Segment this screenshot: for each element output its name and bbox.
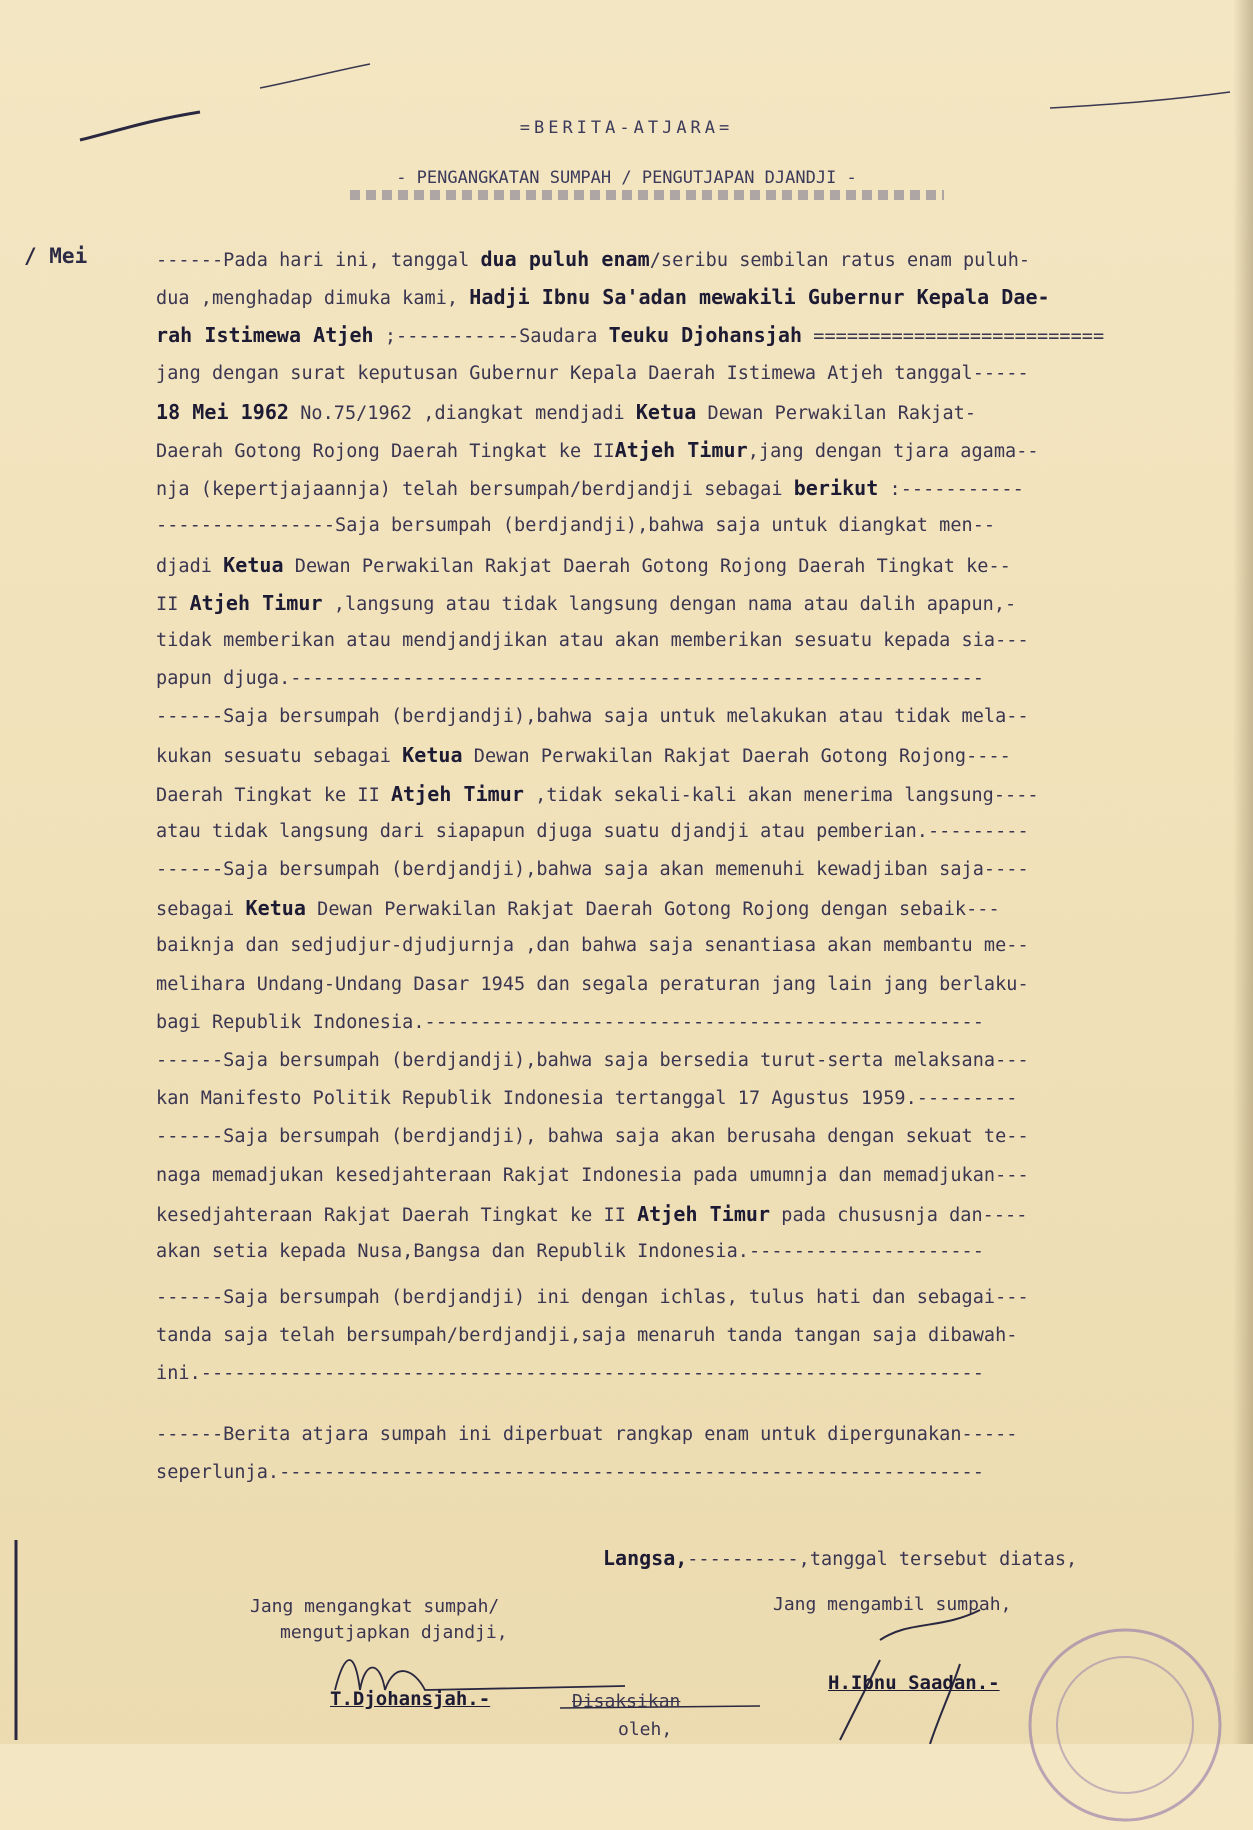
text-line <box>156 775 1212 813</box>
typed-text: naga memadjukan kesedjahteraan Rakjat Indonesia pada umumnja dan memadjukan--- <box>156 1164 1029 1186</box>
ink-stroke-top-right <box>1050 92 1230 108</box>
text-line <box>156 966 1212 1004</box>
text-line <box>156 1080 1212 1118</box>
typed-text: ------Saja bersumpah (berdjandji) ini dengan ichlas, tulus hati dan sebagai--- <box>156 1287 1029 1309</box>
text-line <box>156 889 1212 927</box>
typed-text: ,jang dengan tjara agama-- <box>747 440 1039 462</box>
text-line <box>156 1454 1212 1492</box>
typed-text: :----------- <box>878 479 1024 501</box>
text-line <box>156 698 1212 736</box>
typed-text: jang dengan surat keputusan Gubernur Kepala Daerah Istimewa Atjeh tanggal----- <box>156 362 1029 384</box>
text-line <box>156 507 1212 545</box>
typed-text: No.75/1962 ,diangkat mendjadi <box>289 402 636 424</box>
typed-text: dua ,menghadap dimuka kami, <box>156 288 470 310</box>
paragraph-gap <box>156 1394 1212 1416</box>
filled-in-text: Atjeh Timur <box>189 590 323 615</box>
sworn-label-line-2: mengutjapkan djandji, <box>280 1622 508 1643</box>
typed-text: tidak memberikan atau mendjandjikan atau akan memberikan sesuatu kepada sia--- <box>156 629 1029 651</box>
text-line <box>156 546 1212 584</box>
text-line <box>156 622 1212 660</box>
sworn-label-line-1: Jang mengangkat sumpah/ <box>250 1596 500 1617</box>
text-line <box>156 927 1212 965</box>
typed-text: ------Saja bersumpah (berdjandji),bahwa saja untuk melakukan atau tidak mela-- <box>156 706 1029 728</box>
typed-text: baiknja dan sedjudjur-djudjurnja ,dan bahwa saja senantiasa akan membantu me-- <box>156 935 1029 957</box>
text-line <box>156 1157 1212 1195</box>
typed-text: /seribu sembilan ratus enam puluh- <box>649 250 1031 271</box>
typed-text: Daerah Gotong Rojong Daerah Tingkat ke II <box>156 440 615 462</box>
text-line <box>156 1118 1212 1156</box>
typed-text: akan setia kepada Nusa,Bangsa dan Republik Indonesia.--------------------- <box>156 1240 984 1262</box>
filled-in-text: Ketua <box>402 743 463 768</box>
text-line <box>156 1355 1212 1393</box>
place-date-line <box>603 1546 1077 1570</box>
filled-in-text: Ketua <box>223 552 284 577</box>
filled-in-text: Ketua <box>245 896 306 921</box>
typed-text: kan Manifesto Politik Republik Indonesia tertanggal 17 Agustus 1959.--------- <box>156 1088 1018 1110</box>
filled-in-text: Teuku Djohansjah <box>608 323 803 348</box>
document-title: =BERITA-ATJARA= <box>519 118 734 138</box>
typed-text: ini.---------------------------------------------------------------------- <box>156 1363 984 1385</box>
signature-scribble-left <box>335 1660 625 1690</box>
official-name: H.Ibnu Saadan.- <box>828 1672 1000 1694</box>
paragraph-gap <box>156 1271 1212 1279</box>
text-line <box>156 393 1212 431</box>
closing-paragraph <box>156 1279 1212 1394</box>
text-line <box>156 278 1212 316</box>
filled-in-text: Ketua <box>635 399 697 424</box>
date-text: ----------,tanggal tersebut diatas, <box>687 1549 1078 1570</box>
typed-text: bagi Republik Indonesia.-------------------------------------------------- <box>156 1011 984 1033</box>
witness-label <box>572 1688 680 1744</box>
subtitle-underline <box>350 190 944 200</box>
filled-in-text: dua puluh enam <box>480 247 650 271</box>
typed-text: ,langsung atau tidak langsung dengan nama atau dalih apapun,- <box>322 593 1017 615</box>
ink-stroke-top-left-2 <box>260 64 370 88</box>
typed-text: Dewan Perwakilan Rakjat Daerah Gotong Rojong---- <box>462 746 1011 768</box>
text-line <box>156 1042 1212 1080</box>
typed-text: melihara Undang-Undang Dasar 1945 dan segala peraturan jang lain jang berlaku- <box>156 973 1029 995</box>
typed-text: ,tidak sekali-kali akan menerima langsung---- <box>523 784 1039 806</box>
text-line <box>156 1279 1212 1317</box>
document-subtitle: - PENGANGKATAN SUMPAH / PENGUTJAPAN DJANDJI - <box>396 168 857 188</box>
text-line <box>156 813 1212 851</box>
typed-text: seperlunja.--------------------------------------------------------------- <box>156 1461 984 1483</box>
typed-text: ========================== <box>802 326 1105 348</box>
witness-line-1: Disaksikan <box>572 1691 681 1712</box>
text-line <box>156 1233 1212 1271</box>
text-line <box>156 1195 1212 1233</box>
text-line <box>156 584 1212 622</box>
filled-in-text: Atjeh Timur <box>390 781 524 806</box>
typed-text: Dewan Perwakilan Rakjat Daerah Gotong Rojong Daerah Tingkat ke-- <box>283 555 1011 577</box>
text-line <box>156 1317 1212 1355</box>
typed-text: ------Saja bersumpah (berdjandji), bahwa saja akan berusaha dengan sekuat te-- <box>156 1126 1029 1148</box>
text-line <box>156 1004 1212 1042</box>
filled-in-text: Hadji Ibnu Sa'adan mewakili Gubernur Kepala Dae- <box>469 285 1050 310</box>
sworn-party-name: T.Djohansjah.- <box>330 1688 491 1710</box>
official-stamp <box>1020 1620 1230 1830</box>
typed-text: Dewan Perwakilan Rakjat- <box>696 402 977 424</box>
typed-text: tanda saja telah bersumpah/berdjandji,saja menaruh tanda tangan saja dibawah- <box>156 1325 1018 1347</box>
typed-text: sebagai <box>156 899 246 921</box>
official-label: Jang mengambil sumpah, <box>773 1594 1012 1615</box>
text-line <box>156 316 1212 354</box>
typed-text: djadi <box>156 555 224 577</box>
typed-text: kukan sesuatu sebagai <box>156 746 403 768</box>
text-line <box>156 1416 1212 1454</box>
final-paragraph <box>156 1416 1212 1492</box>
body-paragraphs <box>156 240 1212 1271</box>
typed-text: papun djuga.-------------------------------------------------------------- <box>156 668 984 690</box>
typed-text: atau tidak langsung dari siapapun djuga suatu djandji atau pemberian.--------- <box>156 820 1029 842</box>
text-line <box>156 660 1212 698</box>
text-line <box>156 469 1212 507</box>
typed-text: nja (kepertjajaannja) telah bersumpah/berdjandji sebagai <box>156 479 794 501</box>
text-line <box>156 736 1212 774</box>
typed-text: pada chususnja dan---- <box>770 1204 1028 1226</box>
text-line <box>156 355 1212 393</box>
filled-in-text: berikut <box>793 476 879 501</box>
typed-text: Daerah Tingkat ke II <box>156 784 391 806</box>
typed-text: Dewan Perwakilan Rakjat Daerah Gotong Rojong dengan sebaik--- <box>305 899 1000 921</box>
typed-text: ;-----------Saudara <box>373 326 609 348</box>
text-line <box>156 240 1212 278</box>
oath-body-text <box>156 240 1212 1492</box>
typed-text: ------Saja bersumpah (berdjandji),bahwa saja bersedia turut-serta melaksana--- <box>156 1049 1029 1071</box>
text-line <box>156 851 1212 889</box>
witness-line-2: oleh, <box>618 1719 673 1740</box>
text-line <box>156 431 1212 469</box>
typed-text: ------Saja bersumpah (berdjandji),bahwa saja akan memenuhi kewadjiban saja---- <box>156 859 1029 880</box>
typed-text: kesedjahteraan Rakjat Daerah Tingkat ke II <box>156 1204 638 1226</box>
typed-text: ----------------Saja bersumpah (berdjandji),bahwa saja untuk diangkat men-- <box>156 515 996 537</box>
filled-in-text: 18 Mei 1962 <box>156 399 290 424</box>
margin-note: / Mei <box>24 244 88 268</box>
typed-text: ------Pada hari ini, tanggal <box>156 250 481 271</box>
filled-in-text: Atjeh Timur <box>614 437 748 462</box>
typed-text: ------Berita atjara sumpah ini diperbuat rangkap enam untuk dipergunakan----- <box>156 1423 1018 1445</box>
filled-in-text: Atjeh Timur <box>637 1201 771 1226</box>
place-name: Langsa, <box>603 1546 688 1570</box>
filled-in-text: rah Istimewa Atjeh <box>156 323 374 348</box>
sworn-party-label <box>250 1594 508 1646</box>
typed-text: II <box>156 593 190 615</box>
